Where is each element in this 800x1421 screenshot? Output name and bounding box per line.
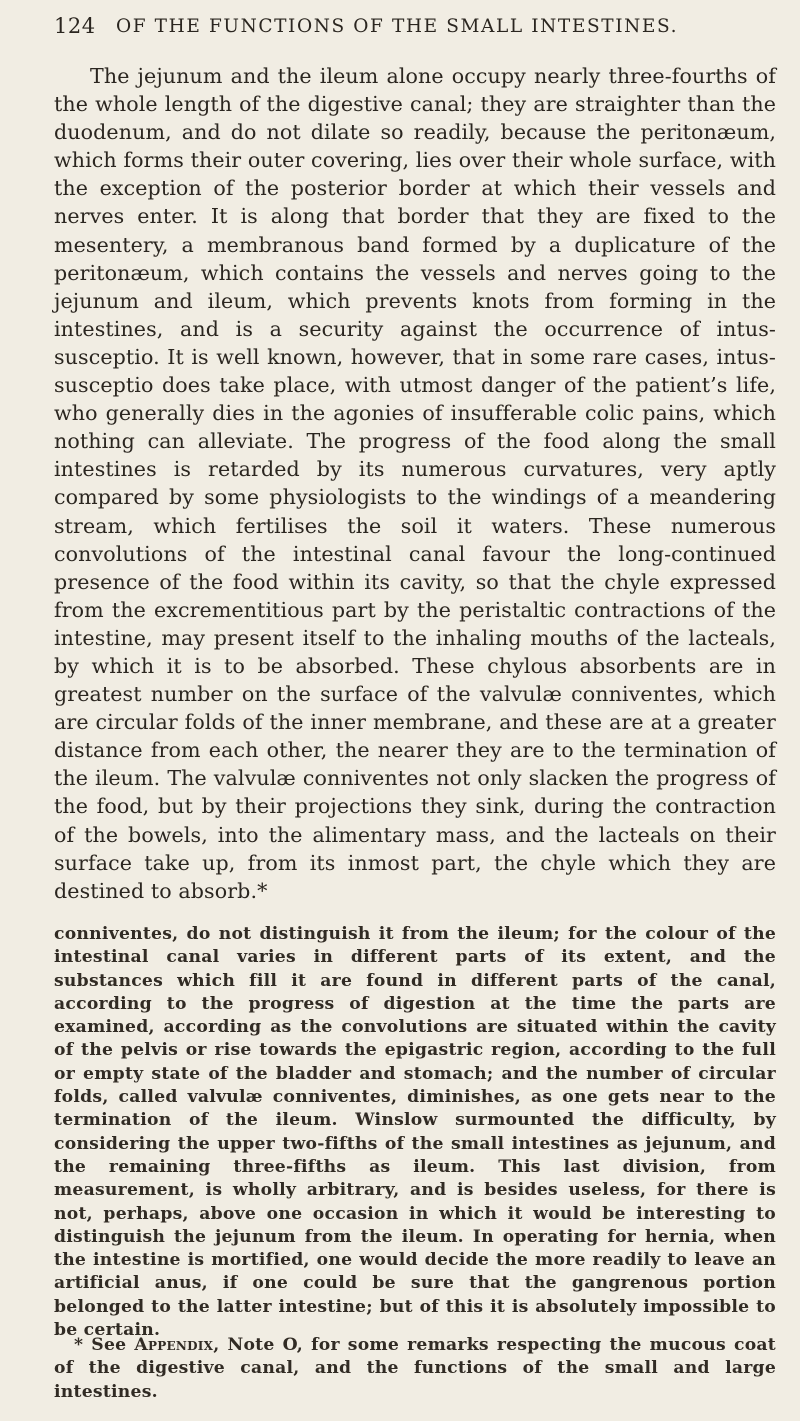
page-number: 124 [54, 14, 96, 38]
continued-note-paragraph: conniventes, do not distinguish it from the ileum; for the colour of the intestinal canal varies in different parts of its extent, and the substances which fill it are found in different parts of the canal, according to the progress of digestion at the time the parts are examined, according as the convolutions are situated within the cavity of the pelvis or rise towards the epigastric region, according to the full or empty state of the bladder and stomach; and the number of circular folds, called valvulæ conniventes, diminishes, as one gets near to the termination of the ileum. Winslow surmounted the difficulty, by considering the upper two-fifths of the small intestines as jejunum, and the remaining three-fifths as ileum. This last division, from measurement, is wholly arbitrary, and is besides useless, for there is not, perhaps, above one occasion in which it would be interesting to distinguish the jejunum from the ileum. In operating for hernia, when the intestine is mortified, one would decide the more readily to leave an artificial anus, if one could be sure that the gangrenous portion belonged to the latter intestine; but of this it is absolutely impossible to be certain. [54, 924, 776, 1341]
running-title: OF THE FUNCTIONS OF THE SMALL INTESTINES. [116, 16, 679, 37]
main-paragraph: The jejunum and the ileum alone occupy nearly three-fourths of the whole length of the digestive canal; they are straighter than the duodenum, and do not dilate so readily, because the peritonæum, which forms their outer covering, lies over their whole surface, with the exception of the posterior border at which their vessels and nerves enter. It is along that border that they are fixed to the mesentery, a membranous band formed by a duplicature of the peritonæum, which contains the vessels and nerves going to the jejunum and ileum, which prevents knots from forming in the intestines, and is a security against the occurrence of intus-susceptio. It is well known, however, that in some rare cases, intus-susceptio does take place, with utmost danger of the patient’s life, who generally dies in the agonies of insufferable colic pains, which nothing can alleviate. The progress of the food along the small intestines is retarded by its numerous curvatures, very aptly compared by some physiologists to the windings of a meandering stream, which fertilises the soil it waters. These numerous convolutions of the intestinal canal favour the long-continued presence of the food within its cavity, so that the chyle expressed from the excrementitious part by the peristaltic contractions of the intestine, may present itself to the inhaling mouths of the lacteals, by which it is to be absorbed. These chylous absorbents are in greatest number on the surface of the valvulæ conniventes, which are circular folds of the inner membrane, and these are at a greater distance from each other, the nearer they are to the termination of the ileum. The valvulæ conniventes not only slacken the progress of the food, but by their projections they sink, during the contraction of the bowels, into the alimentary mass, and the lacteals on their surface take up, from its inmost part, the chyle which they are destined to absorb.* [54, 64, 776, 903]
footnote-marker: * See [74, 1335, 135, 1355]
footnote-text: , Note O, for some remarks respecting the mucous coat of the digestive canal, and the functions of the small and large intestines. [54, 1335, 776, 1402]
footnote [54, 1334, 776, 1404]
footnote-appendix-ref: Appendix [134, 1335, 214, 1355]
running-head [54, 14, 774, 44]
